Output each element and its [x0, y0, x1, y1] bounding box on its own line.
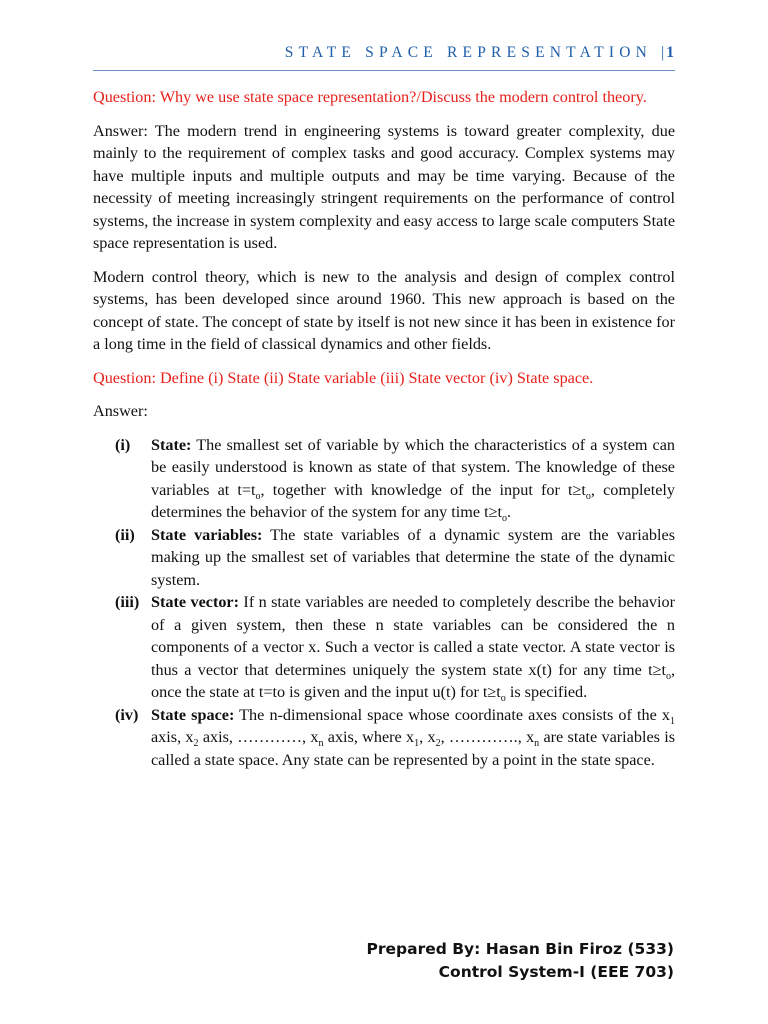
- main-content: [93, 86, 675, 771]
- item-text: is specified.: [505, 683, 588, 701]
- item-text: The n-dimensional space whose coordinate axes consists of the x: [234, 705, 671, 724]
- item-number: (i): [115, 435, 131, 454]
- definition-list: [93, 434, 675, 772]
- item-text: , once the state at t=to is given and the input u(t) for t≥t: [151, 660, 675, 701]
- header-title: STATE SPACE REPRESENTATION: [284, 44, 653, 61]
- item-text: axis, x: [151, 728, 194, 746]
- definition-state: [93, 434, 675, 524]
- item-body: [151, 524, 675, 592]
- question-1: Question: Why we use state space representation?/Discuss the modern control theory.: [93, 88, 647, 106]
- definition-state-vector: [93, 591, 675, 704]
- page-footer: [367, 938, 674, 983]
- subscript: o: [255, 490, 261, 502]
- item-text: are state variables is called a state space. Any state can be represented by a point in the state space.: [151, 728, 676, 769]
- footer-author: Prepared By: Hasan Bin Firoz (533): [366, 940, 674, 958]
- header-separator: |: [661, 44, 667, 61]
- question-2: Question: Define (i) State (ii) State variable (iii) State vector (iv) State space.: [93, 368, 594, 387]
- item-term: State vector:: [151, 593, 240, 611]
- running-header: [285, 44, 674, 62]
- item-text: , …………., x: [440, 728, 535, 746]
- page-number: 1: [666, 44, 674, 61]
- answer-2-label: Answer:: [93, 402, 148, 420]
- subscript: o: [585, 490, 591, 502]
- subscript: n: [318, 738, 324, 750]
- answer-1-paragraph-1: Answer: The modern trend in engineering systems is toward greater complexity, due mainly to the requirement of complex tasks and good accuracy. Complex systems may have multiple inputs and multiple outputs and may be time varying. Because of the necessity of meeting increasingly stringent requirements on the performance of control systems, the increase in system complexity and easy access to large scale computers State space representation is used.: [93, 121, 675, 252]
- item-text: , together with knowledge of the input for t≥t: [260, 480, 586, 499]
- subscript: 1: [670, 715, 676, 727]
- item-term: State variables:: [151, 525, 263, 544]
- subscript: n: [534, 738, 540, 750]
- item-text: The smallest set of variable by which the characteristics of a system can be easily understood is known as state of that system. The knowledge of these variables at t=t: [151, 435, 675, 499]
- item-term: State:: [151, 435, 192, 454]
- item-body: [151, 591, 675, 704]
- subscript: o: [501, 513, 507, 525]
- item-text: If n state variables are needed to completely describe the behavior of a given system, then these n state variables can be considered the n components of a vector x. Such a vector is called a state vector. A state vector is thus a vector that determines uniquely the system state x(t) for any time t≥t: [151, 593, 675, 679]
- item-text: , completely determines the behavior of the system for any time t≥t: [151, 480, 676, 521]
- item-text: The state variables of a dynamic system are the variables making up the smallest set of variables that determine the state of the dynamic system.: [151, 525, 675, 589]
- footer-course: Control System-I (EEE 703): [438, 962, 674, 981]
- subscript: o: [665, 670, 671, 682]
- item-text: .: [506, 503, 512, 521]
- definition-state-space: [93, 704, 675, 772]
- item-text: axis, where x: [323, 728, 415, 746]
- item-number: (ii): [115, 525, 135, 544]
- subscript: o: [500, 693, 506, 705]
- definition-state-variables: [93, 524, 675, 592]
- subscript: 2: [435, 738, 441, 750]
- answer-1-paragraph-2: Modern control theory, which is new to the analysis and design of complex control systems, has been developed since around 1960. This new approach is based on the concept of state. The concept of state by itself is not new since it has been in existence for a long time in the field of classical dynamics and other fields.: [93, 267, 675, 353]
- item-body: [151, 704, 675, 772]
- subscript: 1: [414, 738, 420, 750]
- item-body: [151, 434, 675, 524]
- item-number: (iv): [115, 705, 139, 724]
- subscript: 2: [193, 738, 199, 750]
- item-text: axis, …………, x: [198, 728, 319, 746]
- item-term: State space:: [151, 705, 235, 724]
- item-text: , x: [419, 728, 436, 746]
- item-number: (iii): [115, 593, 140, 611]
- header-rule: [93, 70, 675, 71]
